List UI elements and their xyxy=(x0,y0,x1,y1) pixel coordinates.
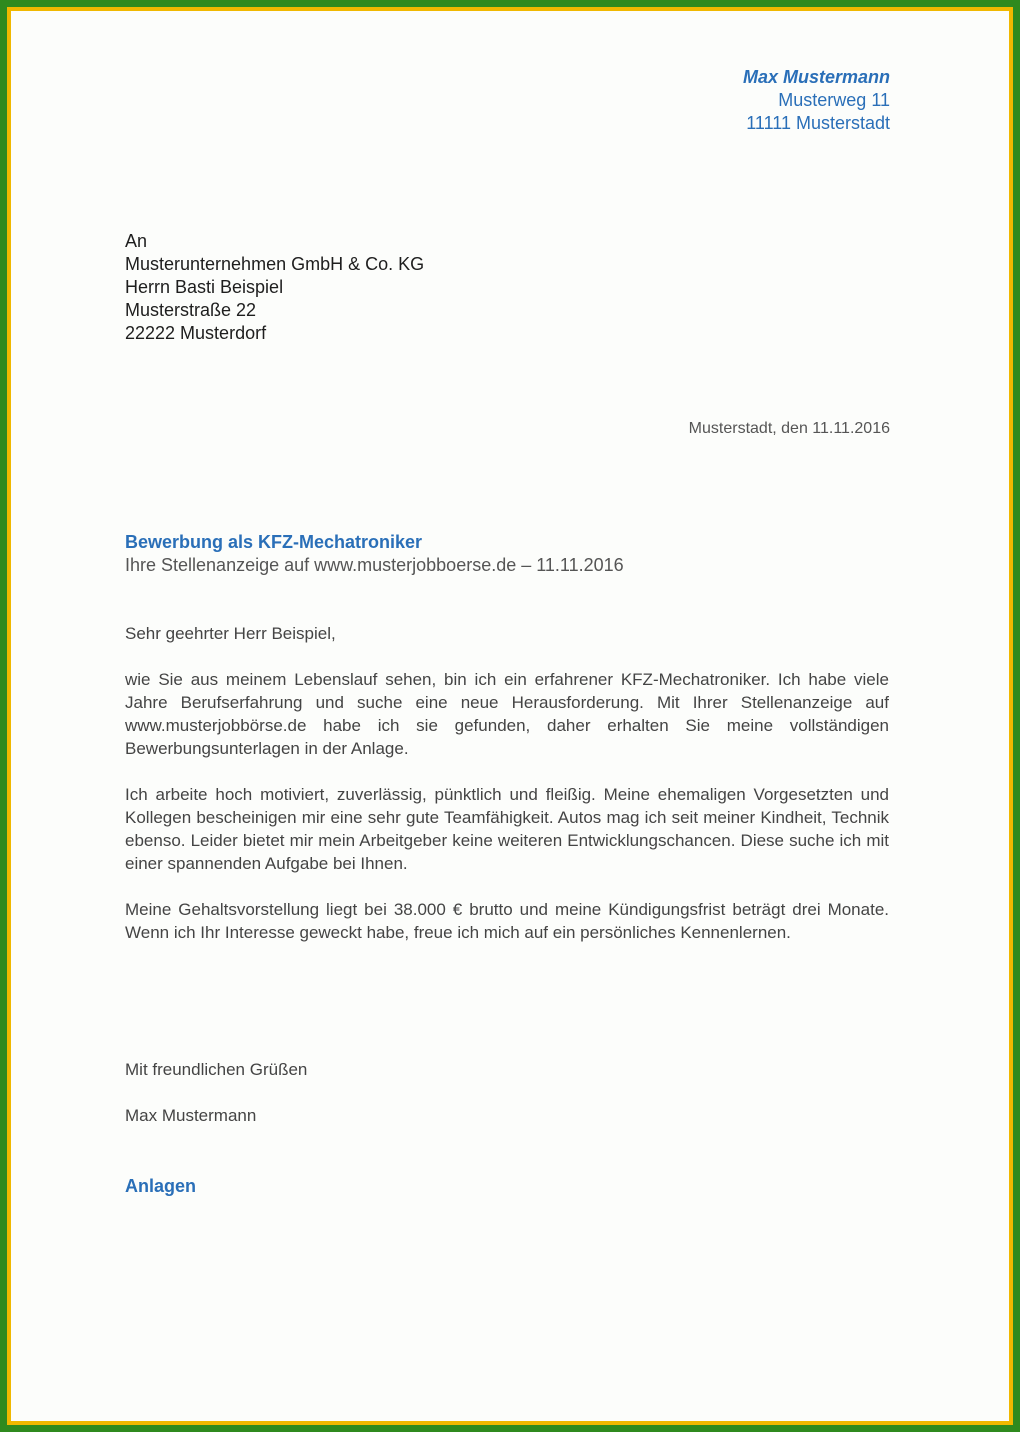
body-paragraph: wie Sie aus meinem Lebenslauf sehen, bin ich ein erfahrener KFZ-Mechatroniker. Ich habe viele Jahre Berufserfahrung und suche eine neue Herausforderung. Mit Ihrer Stellenanzeige auf www.musterjobbörse.de habe ich sie gefunden, daher erhalten Sie meine vollständigen Bewerbungsunterlagen in der Anlage. xyxy=(125,670,889,758)
subject-block xyxy=(125,531,885,577)
body-paragraph: Meine Gehaltsvorstellung liegt bei 38.000 € brutto und meine Kündigungsfrist beträgt drei Monate. Wenn ich Ihr Interesse geweckt habe, freue ich mich auf ein persönliches Kennenlernen. xyxy=(125,900,889,942)
signature: Max Mustermann xyxy=(125,1106,257,1125)
closing: Mit freundlichen Grüßen xyxy=(125,1060,308,1079)
sender-city: 11111 Musterstadt xyxy=(746,113,890,133)
recipient-company: Musterunternehmen GmbH & Co. KG xyxy=(125,254,425,274)
sender-name: Max Mustermann xyxy=(742,67,890,87)
sender-street: Musterweg 11 xyxy=(778,90,890,110)
recipient-person: Herrn Basti Beispiel xyxy=(125,277,284,297)
letter-body xyxy=(125,622,889,967)
recipient-street: Musterstraße 22 xyxy=(125,300,257,320)
subject-title: Bewerbung als KFZ-Mechatroniker xyxy=(125,532,423,552)
recipient-line: An xyxy=(125,231,148,251)
salutation: Sehr geehrter Herr Beispiel, xyxy=(125,624,336,643)
recipient-city: 22222 Musterdorf xyxy=(125,323,267,343)
body-paragraph: Ich arbeite hoch motiviert, zuverlässig, pünktlich und fleißig. Meine ehemaligen Vorgesetzten und Kollegen bescheinigen mir eine sehr gute Teamfähigkeit. Autos mag ich seit meiner Kindheit, Technik ebenso. Leider bietet mir mein Arbeitgeber keine weiteren Entwicklungschancen. Diese suche ich mit einer spannenden Aufgabe bei Ihnen. xyxy=(125,785,889,873)
attachments-heading: Anlagen xyxy=(125,1176,197,1196)
subject-reference: Ihre Stellenanzeige auf www.musterjobboerse.de – 11.11.2016 xyxy=(125,555,624,575)
letter-date: Musterstadt, den 11.11.2016 xyxy=(688,420,890,437)
sender-block xyxy=(743,66,890,135)
recipient-block xyxy=(125,230,424,345)
